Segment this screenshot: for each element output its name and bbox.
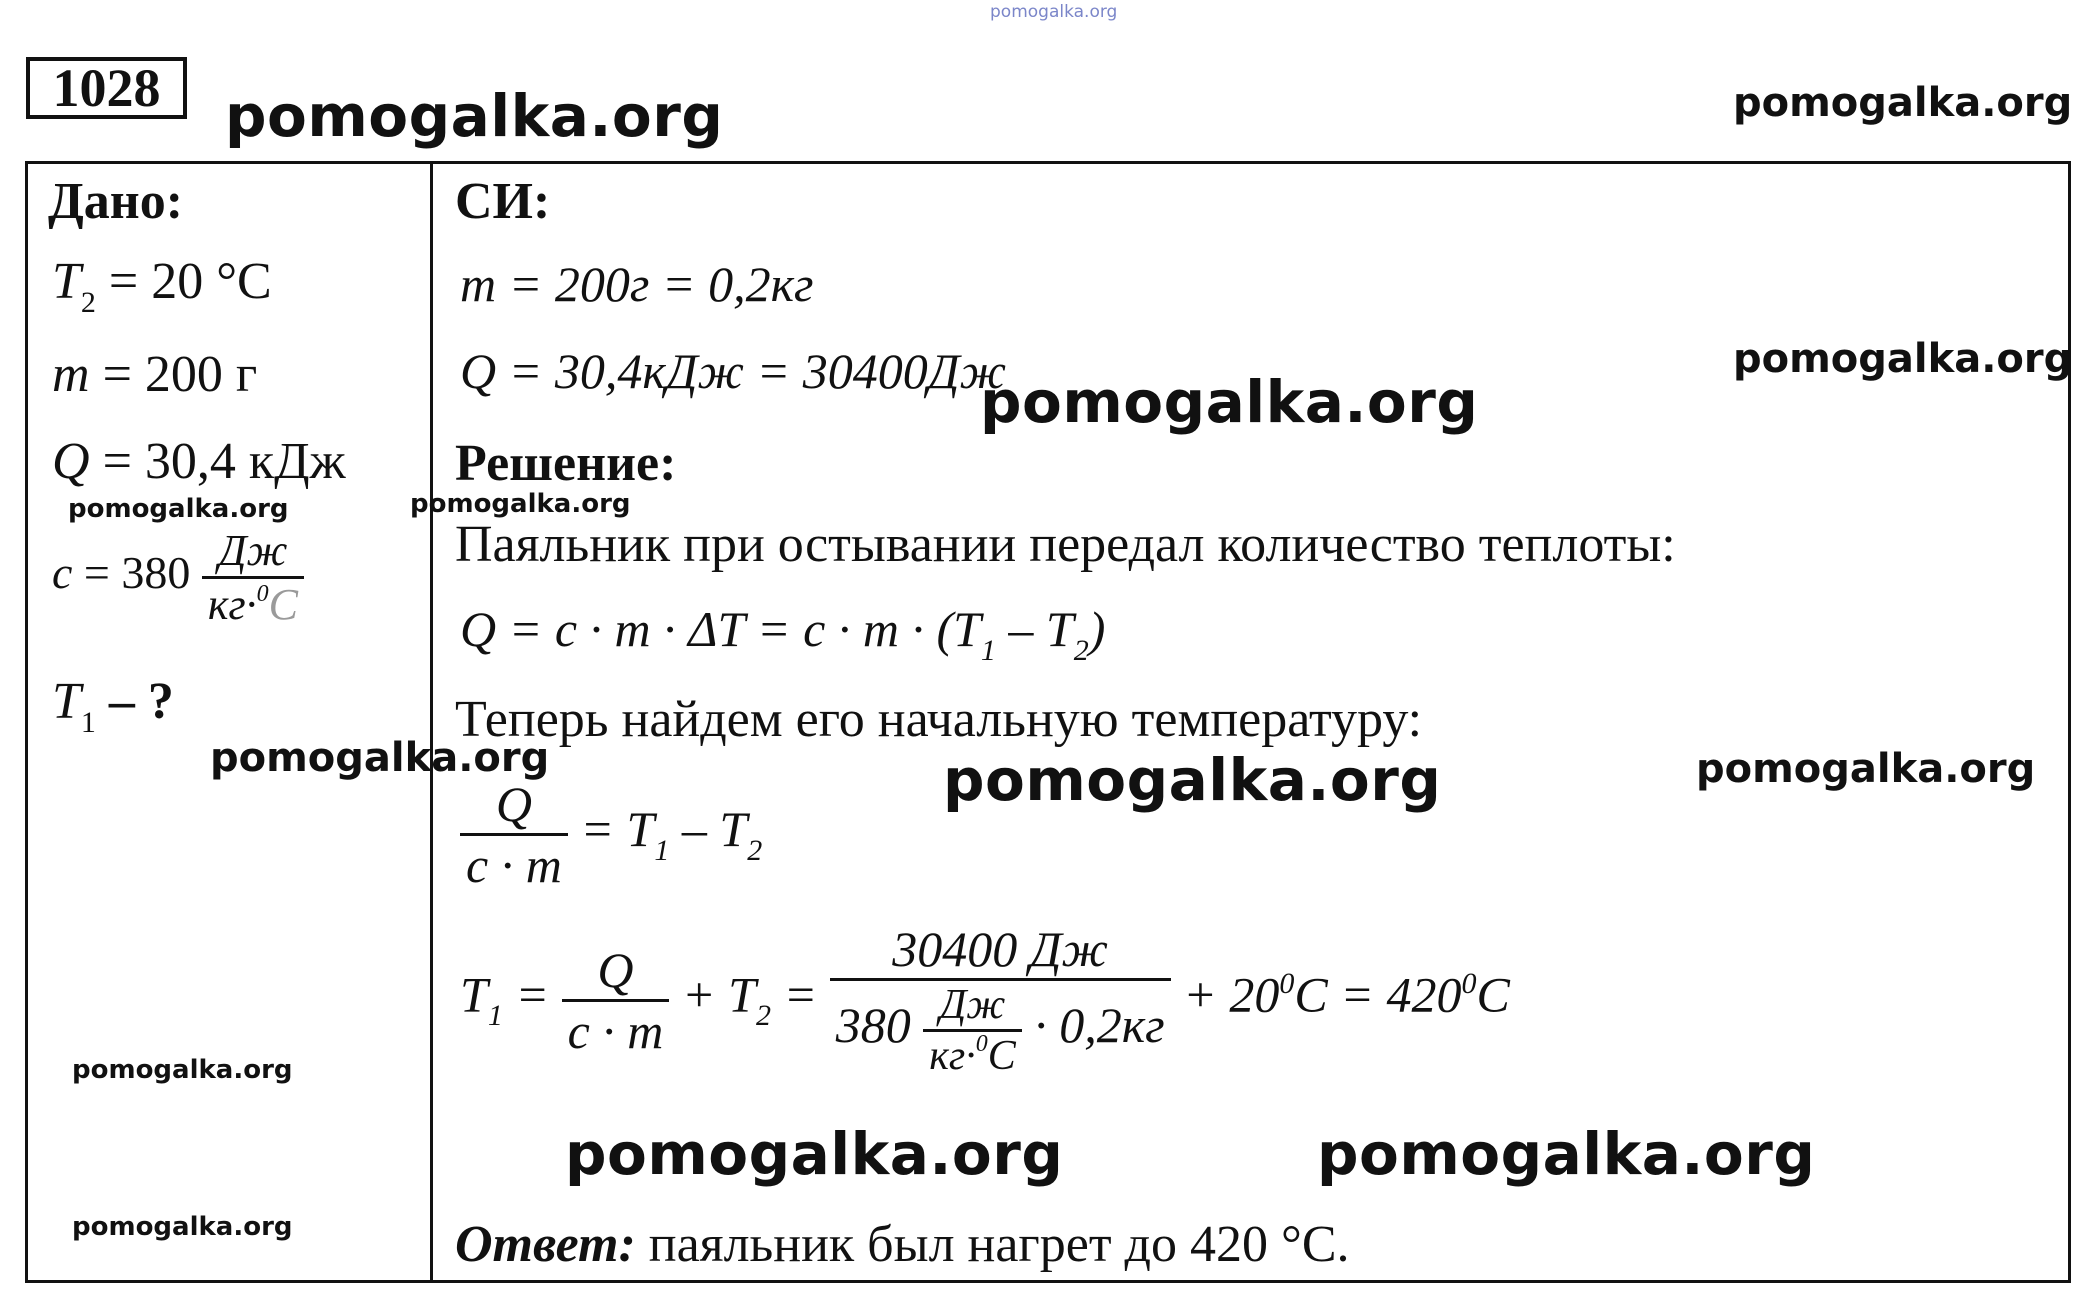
formula3-fraction-numeric: 30400 Дж 380 $\frac{Дж}{кг\cdot^0C}$ · 0,2кг <box>830 920 1171 1080</box>
formula3-fraction-symbolic: $\frac{Q}{c \cdot m}$ <box>562 941 670 1060</box>
formula2-fraction: $\frac{Q}{c \cdot m}$ <box>460 775 568 894</box>
solution-text-1: Паяльник при остывании передал количество теплоты: <box>455 516 1676 573</box>
c-unit-num: Дж <box>218 526 288 575</box>
solution-heading: Решение: <box>455 435 677 492</box>
given-c <box>52 525 304 630</box>
t1-sub: 1 <box>80 706 96 739</box>
m-symbol: m <box>52 346 90 403</box>
watermark-given-5: pomogalka.org <box>72 1212 293 1242</box>
given-t2 <box>52 252 272 319</box>
watermark-bottom-right: pomogalka.org <box>1317 1120 1816 1188</box>
answer-label: Ответ: <box>455 1216 636 1273</box>
c-unit-den: кг·$^0$C <box>202 576 304 630</box>
watermark-given-3: pomogalka.org <box>210 735 550 781</box>
task-number: 1028 <box>52 58 161 118</box>
si-line-mass: m = 200г = 0,2кг <box>460 256 814 312</box>
q-value: = 30,4 кДж <box>102 433 346 490</box>
watermark-given-2: pomogalka.org <box>410 489 631 519</box>
answer-line <box>455 1215 1350 1274</box>
t2-symbol: T <box>52 253 81 310</box>
column-divider <box>430 161 433 1283</box>
q-symbol: Q <box>52 433 90 490</box>
c-unit-fraction <box>202 525 304 630</box>
watermark-solution-right: pomogalka.org <box>1696 746 2036 792</box>
formula-rearranged: $\frac{Q}{c \cdot m}$ = $T_1 - T_2$ <box>460 775 762 894</box>
formula3-numeric-den: 380 $\frac{Дж}{кг\cdot^0C}$ · 0,2кг <box>830 978 1171 1080</box>
watermark-si-right: pomogalka.org <box>1733 336 2073 382</box>
watermark-header-left: pomogalka.org <box>225 82 724 150</box>
given-heading: Дано: <box>48 173 184 230</box>
solution-text-2: Теперь найдем его начальную температуру: <box>455 691 1423 748</box>
formula-heat: $Q = c \cdot m \cdot \Delta T = c \cdot m \cdot (T_1 - T_2)$ <box>460 601 1106 667</box>
t2-sub: 2 <box>80 286 96 319</box>
t1-value: – ? <box>108 673 174 730</box>
task-number-box <box>26 57 187 119</box>
c-symbol: c <box>52 547 73 599</box>
given-t1 <box>52 672 174 739</box>
watermark-bottom-left: pomogalka.org <box>565 1120 1064 1188</box>
answer-text: паяльник был нагрет до 420 °C. <box>648 1216 1350 1273</box>
top-watermark: pomogalka.org <box>990 2 1118 22</box>
watermark-given-4: pomogalka.org <box>72 1055 293 1085</box>
given-m <box>52 345 257 404</box>
t1-symbol: T <box>52 673 81 730</box>
watermark-given-1: pomogalka.org <box>68 494 289 524</box>
watermark-si-center: pomogalka.org <box>980 368 1479 436</box>
watermark-header-right: pomogalka.org <box>1733 80 2073 126</box>
si-heading: СИ: <box>455 173 551 230</box>
given-q <box>52 432 346 491</box>
formula-result: $T_1$ = $\frac{Q}{c \cdot m}$ + $T_2$ = 30400 Дж 380 $\frac{Дж}{кг\cdot^0C}$ · 0,2кг + $20^0C = 420^0C$ <box>460 921 1510 1079</box>
watermark-solution-center: pomogalka.org <box>943 746 1442 814</box>
m-value: = 200 г <box>102 346 258 403</box>
t2-value: = 20 °C <box>108 253 272 310</box>
si-line-heat: Q = 30,4кДж = 30400Дж <box>460 343 1007 399</box>
c-eq: = 380 <box>83 547 191 599</box>
